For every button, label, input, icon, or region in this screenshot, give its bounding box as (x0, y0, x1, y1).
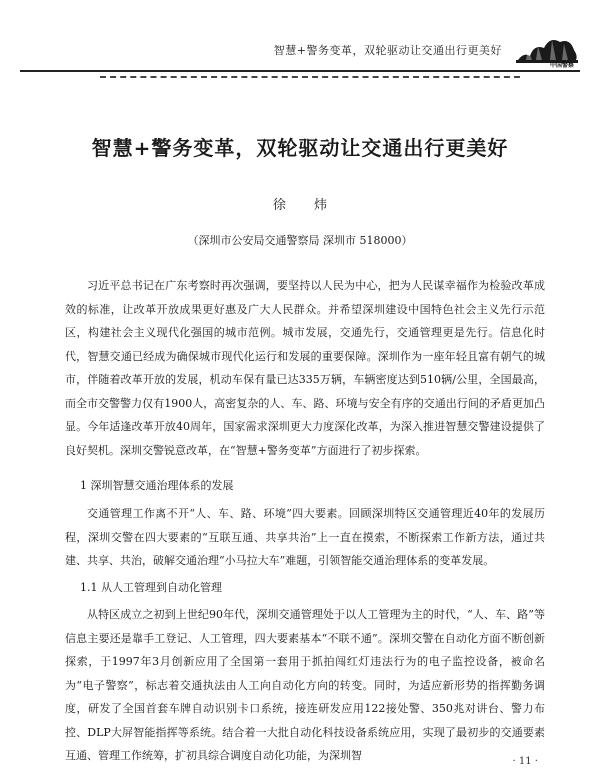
page-number: · 11 · (512, 756, 538, 767)
journal-logo-text: 中国警察 (549, 62, 574, 69)
running-header-title: 智慧+警务变革，双轮驱动让交通出行更美好 (273, 44, 502, 57)
header-rule-dashed (100, 76, 520, 78)
author-affiliation: （深圳市公安局交通警察局 深圳市 518000） (187, 234, 413, 247)
header-rule (20, 70, 580, 72)
body-paragraph-1: 习近平总书记在广东考察时再次强调，要坚持以人民为中心，把为人民谋幸福作为检验改革成效的标准，让改革开放成果更好惠及广大人民群众。并希望深圳建设中国特色社会主义先行示范区，构建社会主义现代化强国的城市范例。城市发展，交通先行，交通管理更是先行。信息化时代，智慧交通已经成为确保城市现代化运行和发展的重要保障。深圳作为一座年轻且富有朝气的城市，伴随着改革开放的发展，机动车保有量已达335万辆，车辆密度达到510辆/公里，全国最高，而全市交警警力仅有1900人，高密复杂的人、车、路、环境与安全有序的交通出行间的矛盾更加凸显。今年适逢改革开放40周年，国家需求深圳更大力度深化改革，为深入推进智慧交警建设提供了良好契机。深圳交警锐意改革，在“智慧+警务变革”方面进行了初步探索。 (65, 279, 545, 457)
running-header (20, 30, 580, 70)
article-author: 徐 炜 (272, 198, 340, 213)
body-paragraph-3: 从特区成立之初到上世纪90年代，深圳交通管理处于以人工管理为主的时代，“人、车、路”等信息主要还是靠手工登记、人工管理，四大要素基本“不联不通”。深圳交警在自动化方面不断创新探索，于1997年3月创新应用了全国第一套用于抓拍闯红灯违法行为的电子监控设备，被命名为“电子警察”，标志着交通执法由人工向自动化方向的转变。同时，为适应新形势的指挥勤务调度，研发了全国首套车牌自动识别卡口系统，接连研发应用122接处警、350兆对讲台、警力布控、DLP大屏智能指挥等系统。结合着一大批自动化科技设备系统应用，实现了最初步的交通要素互通、管理工作统筹，扩初具综合调度自动化功能，为深圳智 (65, 608, 545, 762)
section-heading-1: 1 深圳智慧交通治理体系的发展 (80, 479, 234, 492)
article-title: 智慧+警务变革，双轮驱动让交通出行更美好 (91, 136, 509, 160)
body-paragraph-2: 交通管理工作离不开“人、车、路、环境”四大要素。回顾深圳特区交通管理近40年的发展历程，深圳交警在四大要素的“互联互通、共享共治”上一直在摸索，不断探索工作新方法，通过共建、共享、共治，破解交通治理“小马拉大车”难题，引领智能交通治理体系的变革发展。 (65, 507, 545, 567)
section-heading-1-1: 1.1 从人工管理到自动化管理 (80, 581, 222, 594)
